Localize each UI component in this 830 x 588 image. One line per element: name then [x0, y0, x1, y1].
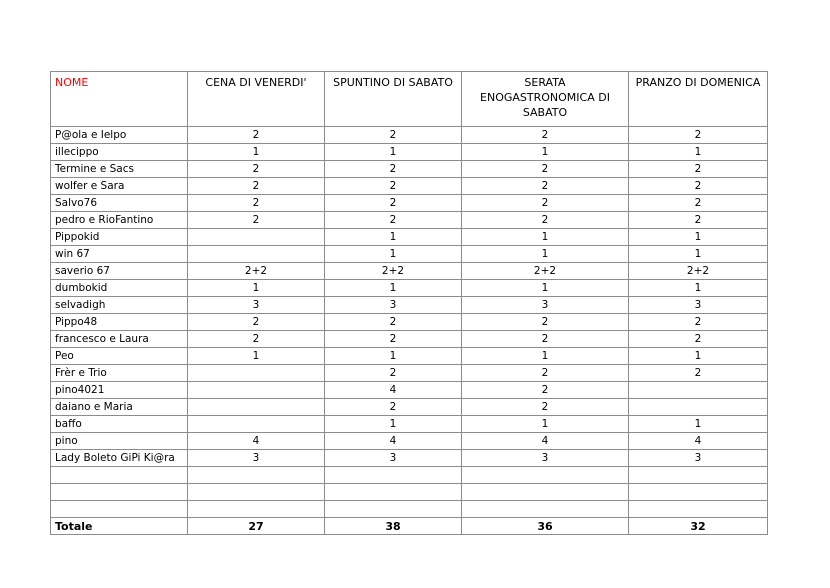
serata-value: 1 — [462, 348, 629, 365]
cena-value — [188, 365, 325, 382]
participant-name: daiano e Maria — [51, 399, 188, 416]
spuntino-value: 2 — [325, 314, 462, 331]
serata-value: 2+2 — [462, 263, 629, 280]
cena-value: 2 — [188, 195, 325, 212]
table-row — [51, 280, 768, 297]
spuntino-value: 4 — [325, 433, 462, 450]
participant-name: pino4021 — [51, 382, 188, 399]
spuntino-value: 2 — [325, 178, 462, 195]
cena-value: 2+2 — [188, 263, 325, 280]
participant-name: pedro e RioFantino — [51, 212, 188, 229]
table-row — [51, 365, 768, 382]
cena-value: 3 — [188, 297, 325, 314]
table-row — [51, 331, 768, 348]
spuntino-value: 3 — [325, 450, 462, 467]
pranzo-value: 2 — [629, 331, 768, 348]
cena-value: 1 — [188, 348, 325, 365]
table-row — [51, 467, 768, 484]
header-nome: NOME — [51, 72, 188, 127]
table-row — [51, 178, 768, 195]
cena-value: 1 — [188, 144, 325, 161]
cena-value: 4 — [188, 433, 325, 450]
cena-value: 2 — [188, 127, 325, 144]
header-spuntino-sabato: SPUNTINO DI SABATO — [325, 72, 462, 127]
table-row — [51, 399, 768, 416]
participant-name: Termine e Sacs — [51, 161, 188, 178]
pranzo-value: 1 — [629, 348, 768, 365]
table-row — [51, 229, 768, 246]
cena-value: 1 — [188, 280, 325, 297]
cena-value: 2 — [188, 161, 325, 178]
pranzo-value: 2 — [629, 161, 768, 178]
pranzo-value: 2 — [629, 212, 768, 229]
spuntino-value: 4 — [325, 382, 462, 399]
table-row — [51, 263, 768, 280]
header-row — [51, 72, 768, 127]
serata-value: 1 — [462, 229, 629, 246]
pranzo-value: 1 — [629, 229, 768, 246]
serata-value: 2 — [462, 382, 629, 399]
participant-name: Lady Boleto GiPi Ki@ra — [51, 450, 188, 467]
participant-name: Peo — [51, 348, 188, 365]
spuntino-value: 2 — [325, 195, 462, 212]
pranzo-value: 1 — [629, 144, 768, 161]
spuntino-value: 2 — [325, 212, 462, 229]
table-row — [51, 484, 768, 501]
serata-value: 2 — [462, 399, 629, 416]
serata-value: 2 — [462, 314, 629, 331]
participant-name — [51, 467, 188, 484]
cena-value: 2 — [188, 331, 325, 348]
attendance-table — [50, 71, 768, 535]
cena-value: 3 — [188, 450, 325, 467]
participant-name: Salvo76 — [51, 195, 188, 212]
table-row — [51, 501, 768, 518]
participant-name: dumbokid — [51, 280, 188, 297]
pranzo-value: 1 — [629, 246, 768, 263]
cena-value — [188, 484, 325, 501]
table-row — [51, 161, 768, 178]
total-cena: 27 — [188, 518, 325, 535]
cena-value: 2 — [188, 314, 325, 331]
header-pranzo-domenica: PRANZO DI DOMENICA — [629, 72, 768, 127]
serata-value: 4 — [462, 433, 629, 450]
table-row — [51, 382, 768, 399]
spuntino-value: 1 — [325, 229, 462, 246]
cena-value — [188, 399, 325, 416]
pranzo-value: 1 — [629, 416, 768, 433]
table-row — [51, 348, 768, 365]
cena-value — [188, 467, 325, 484]
serata-value: 2 — [462, 365, 629, 382]
participant-name: win 67 — [51, 246, 188, 263]
table-row — [51, 212, 768, 229]
spuntino-value: 2 — [325, 399, 462, 416]
total-row — [51, 518, 768, 535]
serata-value: 2 — [462, 178, 629, 195]
header-cena-venerdi: CENA DI VENERDI' — [188, 72, 325, 127]
participant-name: illecippo — [51, 144, 188, 161]
participant-name: wolfer e Sara — [51, 178, 188, 195]
cena-value — [188, 246, 325, 263]
table-row — [51, 297, 768, 314]
total-spuntino: 38 — [325, 518, 462, 535]
pranzo-value — [629, 382, 768, 399]
table-row — [51, 314, 768, 331]
header-serata-sabato: SERATA ENOGASTRONOMICA DI SABATO — [462, 72, 629, 127]
participant-name: saverio 67 — [51, 263, 188, 280]
spuntino-value: 1 — [325, 144, 462, 161]
table-row — [51, 416, 768, 433]
cena-value — [188, 229, 325, 246]
participant-name: pino — [51, 433, 188, 450]
serata-value: 2 — [462, 212, 629, 229]
participant-name: selvadigh — [51, 297, 188, 314]
serata-value: 3 — [462, 297, 629, 314]
cena-value — [188, 416, 325, 433]
cena-value — [188, 501, 325, 518]
participant-name — [51, 484, 188, 501]
table-row — [51, 127, 768, 144]
serata-value: 1 — [462, 144, 629, 161]
table-row — [51, 433, 768, 450]
pranzo-value: 4 — [629, 433, 768, 450]
serata-value — [462, 484, 629, 501]
spuntino-value: 3 — [325, 297, 462, 314]
participant-name: baffo — [51, 416, 188, 433]
serata-value: 1 — [462, 416, 629, 433]
participant-name: Frèr e Trio — [51, 365, 188, 382]
table-row — [51, 144, 768, 161]
serata-value: 2 — [462, 195, 629, 212]
total-pranzo: 32 — [629, 518, 768, 535]
cena-value: 2 — [188, 178, 325, 195]
pranzo-value: 2 — [629, 314, 768, 331]
serata-value: 1 — [462, 246, 629, 263]
pranzo-value — [629, 501, 768, 518]
spuntino-value — [325, 484, 462, 501]
spuntino-value — [325, 467, 462, 484]
total-serata: 36 — [462, 518, 629, 535]
pranzo-value: 2+2 — [629, 263, 768, 280]
table-row — [51, 195, 768, 212]
pranzo-value: 3 — [629, 297, 768, 314]
spuntino-value: 2 — [325, 161, 462, 178]
spuntino-value — [325, 501, 462, 518]
table-row — [51, 450, 768, 467]
spuntino-value: 1 — [325, 416, 462, 433]
pranzo-value: 1 — [629, 280, 768, 297]
participant-name: P@ola e Ielpo — [51, 127, 188, 144]
serata-value: 1 — [462, 280, 629, 297]
participant-name — [51, 501, 188, 518]
table-row — [51, 246, 768, 263]
spuntino-value: 2 — [325, 365, 462, 382]
pranzo-value: 2 — [629, 365, 768, 382]
serata-value — [462, 467, 629, 484]
pranzo-value — [629, 484, 768, 501]
spuntino-value: 2 — [325, 127, 462, 144]
pranzo-value: 2 — [629, 195, 768, 212]
spuntino-value: 2 — [325, 331, 462, 348]
cena-value: 2 — [188, 212, 325, 229]
pranzo-value: 2 — [629, 178, 768, 195]
spuntino-value: 1 — [325, 348, 462, 365]
serata-value: 2 — [462, 331, 629, 348]
pranzo-value — [629, 467, 768, 484]
spuntino-value: 1 — [325, 246, 462, 263]
total-label: Totale — [51, 518, 188, 535]
pranzo-value — [629, 399, 768, 416]
serata-value: 2 — [462, 161, 629, 178]
pranzo-value: 3 — [629, 450, 768, 467]
serata-value — [462, 501, 629, 518]
participant-name: Pippo48 — [51, 314, 188, 331]
spuntino-value: 2+2 — [325, 263, 462, 280]
serata-value: 3 — [462, 450, 629, 467]
serata-value: 2 — [462, 127, 629, 144]
participant-name: francesco e Laura — [51, 331, 188, 348]
cena-value — [188, 382, 325, 399]
participant-name: Pippokid — [51, 229, 188, 246]
pranzo-value: 2 — [629, 127, 768, 144]
spuntino-value: 1 — [325, 280, 462, 297]
